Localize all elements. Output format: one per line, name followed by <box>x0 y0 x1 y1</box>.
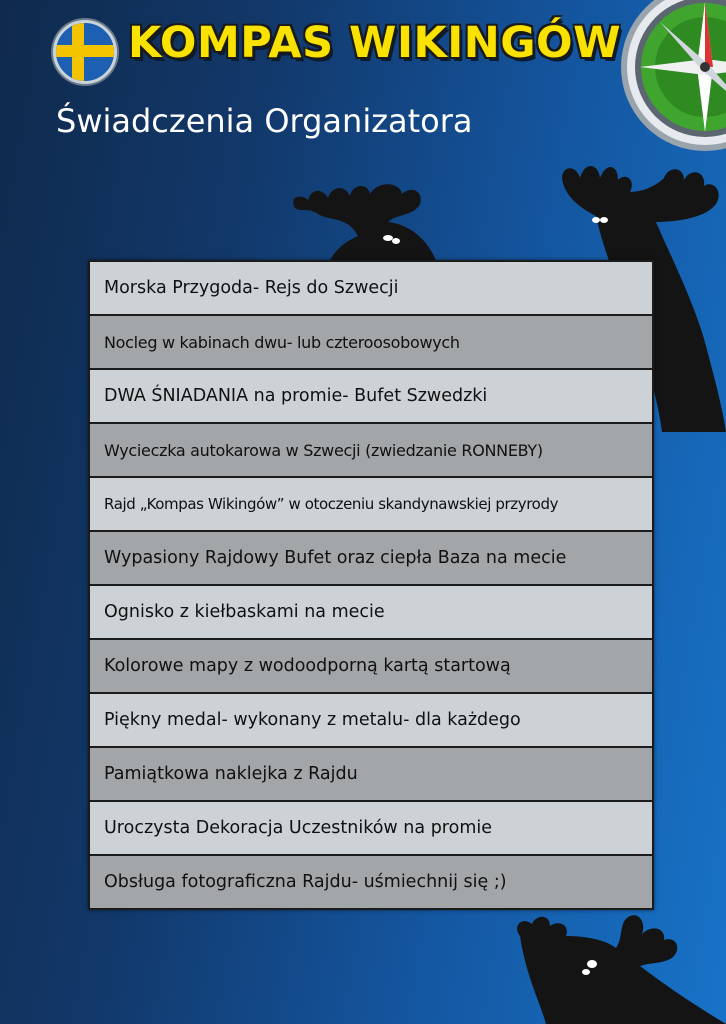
list-item: Wycieczka autokarowa w Szwecji (zwiedzanie RONNEBY) <box>90 424 652 478</box>
list-item: Piękny medal- wykonany z metalu- dla każdego <box>90 694 652 748</box>
brand-title: KOMPAS WIKINGÓW <box>128 18 622 68</box>
list-item: DWA ŚNIADANIA na promie- Bufet Szwedzki <box>90 370 652 424</box>
list-item: Ognisko z kiełbaskami na mecie <box>90 586 652 640</box>
moose-silhouette-bottom <box>506 906 726 1024</box>
benefits-list <box>88 260 654 910</box>
page-title: Świadczenia Organizatora <box>56 102 473 140</box>
moose-silhouette-left <box>288 176 448 266</box>
compass-icon <box>620 0 726 152</box>
list-item: Nocleg w kabinach dwu- lub czteroosobowych <box>90 316 652 370</box>
list-item: Kolorowe mapy z wodoodporną kartą startową <box>90 640 652 694</box>
list-item: Wypasiony Rajdowy Bufet oraz ciepła Baza na mecie <box>90 532 652 586</box>
list-item: Obsługa fotograficzna Rajdu- uśmiechnij się ;) <box>90 856 652 908</box>
list-item: Rajd „Kompas Wikingów” w otoczeniu skandynawskiej przyrody <box>90 478 652 532</box>
list-item: Pamiątkowa naklejka z Rajdu <box>90 748 652 802</box>
list-item: Uroczysta Dekoracja Uczestników na promie <box>90 802 652 856</box>
sweden-flag-icon <box>53 20 117 84</box>
list-item: Morska Przygoda- Rejs do Szwecji <box>90 262 652 316</box>
